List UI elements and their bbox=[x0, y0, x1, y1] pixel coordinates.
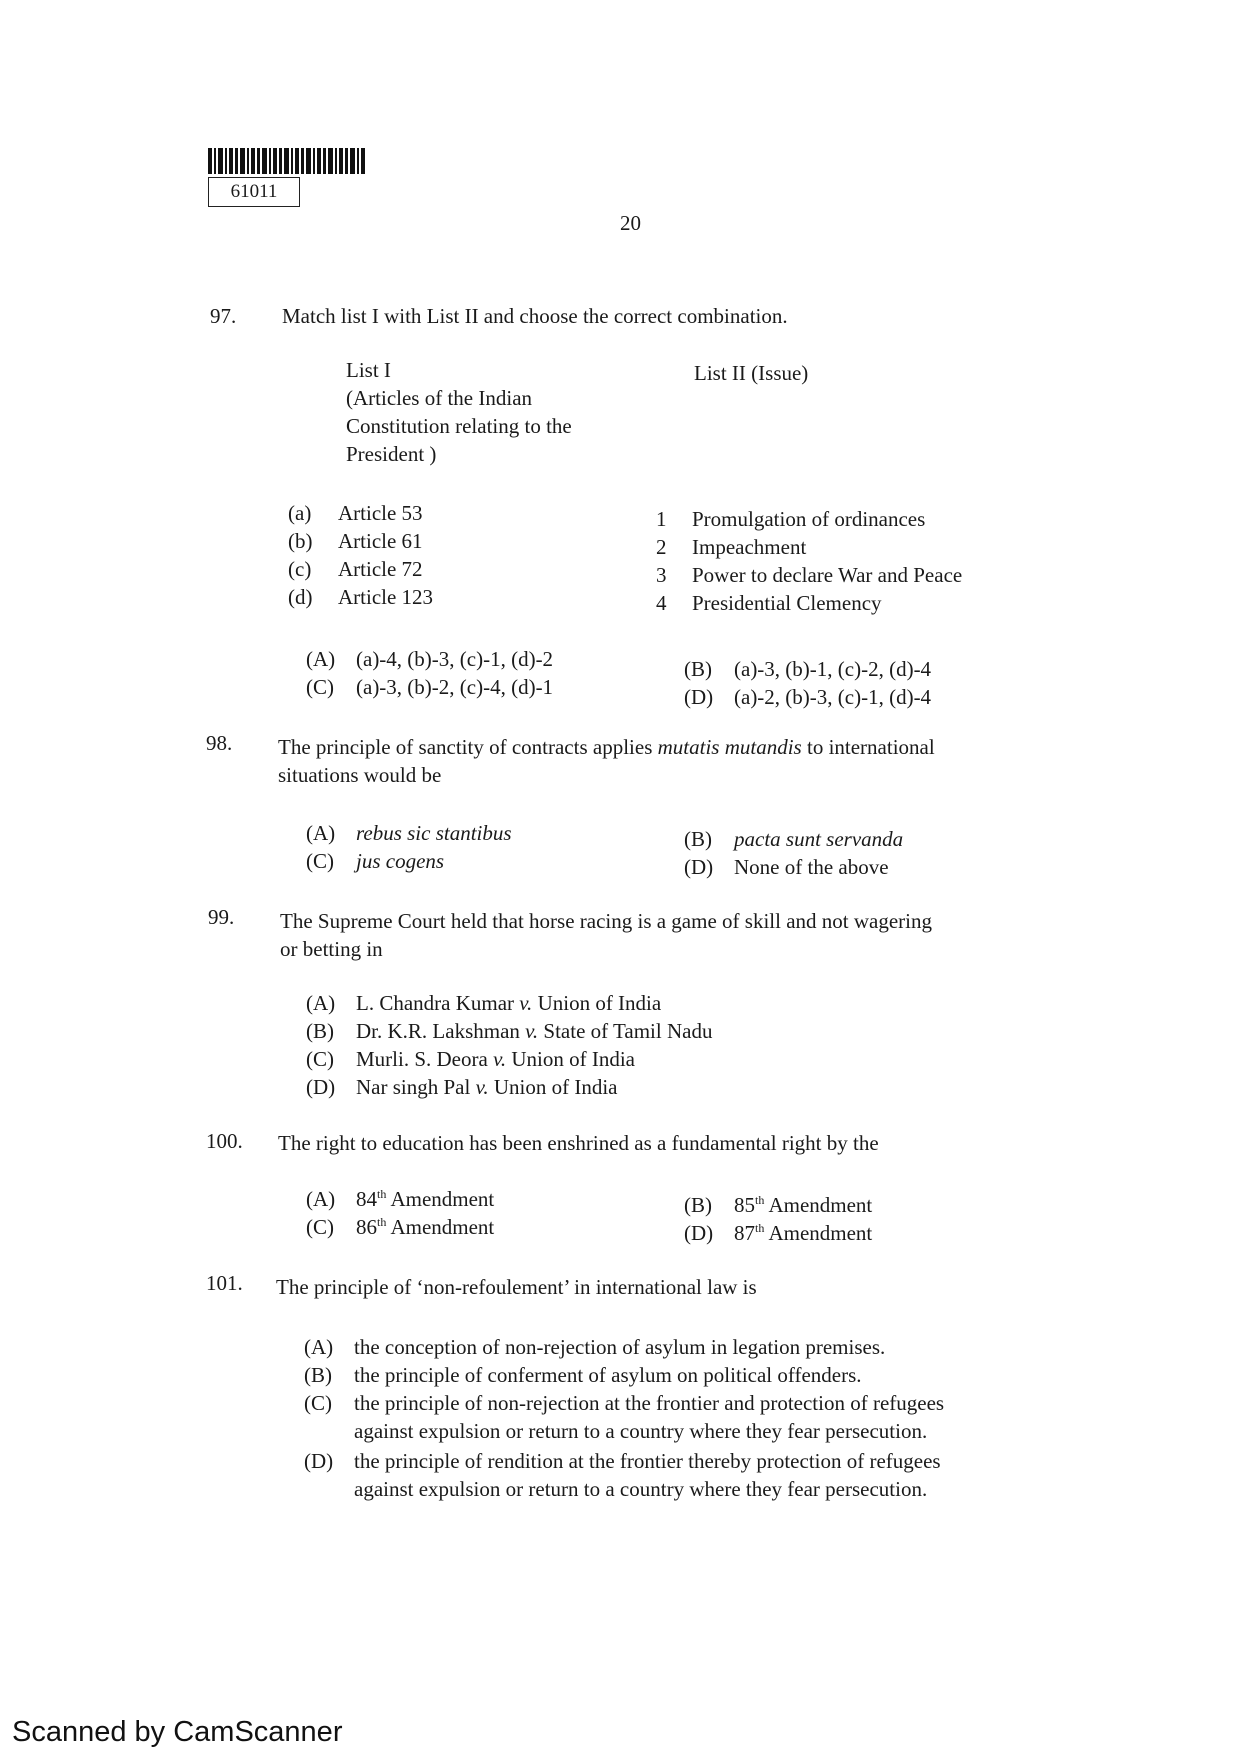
answer-option[interactable] bbox=[684, 684, 931, 710]
answer-option[interactable] bbox=[306, 990, 661, 1016]
option-label: (C) bbox=[304, 1391, 332, 1415]
answer-option[interactable] bbox=[684, 826, 903, 852]
list2-item-label: 4 bbox=[656, 591, 667, 615]
option-label: (D) bbox=[304, 1449, 334, 1473]
amendment-number: 85 bbox=[734, 1193, 755, 1217]
option-label: (A) bbox=[306, 1187, 336, 1211]
list1-item bbox=[288, 556, 423, 582]
answer-option[interactable] bbox=[306, 646, 553, 672]
amendment-word: Amendment bbox=[390, 1215, 495, 1239]
list2-item-label: 3 bbox=[656, 563, 667, 587]
answer-option[interactable] bbox=[684, 854, 889, 880]
option-label: (A) bbox=[306, 821, 336, 845]
list1-item-text: Article 53 bbox=[338, 501, 423, 525]
case-party: Nar singh Pal bbox=[356, 1075, 471, 1099]
option-label: (D) bbox=[684, 685, 714, 709]
scanner-watermark: Scanned by CamScanner bbox=[12, 1716, 343, 1748]
option-label: (A) bbox=[304, 1335, 334, 1359]
list2-item-label: 1 bbox=[656, 507, 667, 531]
option-text: the principle of non-rejection at the frontier and protection of refugees bbox=[354, 1391, 945, 1415]
case-party: Murli. S. Deora bbox=[356, 1047, 488, 1071]
option-text: the conception of non-rejection of asylum in legation premises. bbox=[354, 1335, 886, 1359]
ordinal-suffix: th bbox=[377, 1187, 387, 1201]
option-label: (C) bbox=[306, 1215, 334, 1239]
answer-option[interactable] bbox=[306, 1186, 494, 1212]
versus: v. bbox=[519, 991, 533, 1015]
option-label: (D) bbox=[684, 1221, 714, 1245]
option-text: None of the above bbox=[734, 855, 889, 879]
answer-option[interactable] bbox=[304, 1390, 944, 1416]
list1-item-label: (c) bbox=[288, 557, 312, 581]
option-label: (C) bbox=[306, 849, 334, 873]
question-text-line2: situations would be bbox=[278, 763, 442, 787]
option-label: (D) bbox=[684, 855, 714, 879]
option-text: the principle of conferment of asylum on political offenders. bbox=[354, 1363, 862, 1387]
amendment-number: 86 bbox=[356, 1215, 377, 1239]
answer-option[interactable] bbox=[304, 1334, 885, 1360]
option-text-continuation: against expulsion or return to a country where they fear persecution. bbox=[354, 1419, 928, 1443]
option-text: the principle of rendition at the frontier thereby protection of refugees bbox=[354, 1449, 941, 1473]
question-text-part: The principle of sanctity of contracts applies bbox=[278, 735, 658, 759]
option-label: (A) bbox=[306, 647, 336, 671]
option-label: (B) bbox=[684, 1193, 712, 1217]
list2-item bbox=[656, 534, 806, 560]
list2-item-label: 2 bbox=[656, 535, 667, 559]
list2-heading: List II (Issue) bbox=[694, 361, 809, 385]
question-number: 98. bbox=[206, 731, 233, 755]
ordinal-suffix: th bbox=[755, 1193, 765, 1207]
list2-item bbox=[656, 506, 925, 532]
list2-item bbox=[656, 590, 882, 616]
answer-option[interactable] bbox=[684, 1220, 872, 1246]
answer-option[interactable] bbox=[304, 1362, 862, 1388]
list1-item-text: Article 61 bbox=[338, 529, 423, 553]
question-number: 97. bbox=[210, 304, 237, 328]
question-text: Match list I with List II and choose the correct combination. bbox=[282, 304, 788, 328]
list1-item-label: (d) bbox=[288, 585, 313, 609]
option-text: (a)-3, (b)-2, (c)-4, (d)-1 bbox=[356, 675, 554, 699]
list2-item-text: Promulgation of ordinances bbox=[692, 507, 926, 531]
answer-option[interactable] bbox=[306, 1074, 618, 1100]
question-number: 99. bbox=[208, 905, 235, 929]
question-text: The right to education has been enshrined as a fundamental right by the bbox=[278, 1131, 879, 1155]
list1-item-label: (a) bbox=[288, 501, 312, 525]
question-text-part: to international bbox=[801, 735, 935, 759]
option-text-continuation: against expulsion or return to a country where they fear persecution. bbox=[354, 1477, 928, 1501]
list2-item-text: Power to declare War and Peace bbox=[692, 563, 963, 587]
list1-heading-line: President ) bbox=[346, 442, 437, 466]
answer-option[interactable] bbox=[684, 1192, 872, 1218]
option-text: rebus sic stantibus bbox=[356, 821, 512, 845]
question-text: The principle of ‘non-refoulement’ in international law is bbox=[276, 1275, 757, 1299]
barcode-image bbox=[208, 148, 368, 174]
option-label: (A) bbox=[306, 991, 336, 1015]
case-party: Union of India bbox=[493, 1075, 618, 1099]
amendment-number: 87 bbox=[734, 1221, 755, 1245]
case-party: State of Tamil Nadu bbox=[543, 1019, 713, 1043]
question-number: 101. bbox=[206, 1271, 243, 1295]
answer-option[interactable] bbox=[306, 1214, 494, 1240]
question-text bbox=[278, 734, 935, 760]
paper-code: 61011 bbox=[208, 177, 300, 207]
question-text: The Supreme Court held that horse racing is a game of skill and not wagering bbox=[280, 909, 932, 933]
question-number: 100. bbox=[206, 1129, 243, 1153]
list1-item-label: (b) bbox=[288, 529, 313, 553]
versus: v. bbox=[475, 1075, 489, 1099]
option-label: (B) bbox=[306, 1019, 334, 1043]
amendment-number: 84 bbox=[356, 1187, 377, 1211]
list2-item-text: Impeachment bbox=[692, 535, 807, 559]
answer-option[interactable] bbox=[306, 674, 553, 700]
case-party: Dr. K.R. Lakshman bbox=[356, 1019, 520, 1043]
list2-item bbox=[656, 562, 962, 588]
answer-option[interactable] bbox=[306, 1018, 712, 1044]
case-party: Union of India bbox=[511, 1047, 635, 1071]
versus: v. bbox=[493, 1047, 507, 1071]
list1-item-text: Article 72 bbox=[338, 557, 423, 581]
list1-heading-line: List I bbox=[346, 358, 391, 382]
versus: v. bbox=[525, 1019, 539, 1043]
question-text-line2: or betting in bbox=[280, 937, 383, 961]
case-party: L. Chandra Kumar bbox=[356, 991, 515, 1015]
option-label: (C) bbox=[306, 1047, 334, 1071]
option-label: (D) bbox=[306, 1075, 336, 1099]
list1-item bbox=[288, 584, 433, 610]
option-label: (B) bbox=[304, 1363, 332, 1387]
page-number: 20 bbox=[620, 211, 641, 235]
ordinal-suffix: th bbox=[755, 1221, 765, 1235]
option-text: pacta sunt servanda bbox=[734, 827, 904, 851]
list1-item bbox=[288, 528, 423, 554]
option-label: (B) bbox=[684, 657, 712, 681]
question-text-italic: mutatis mutandis bbox=[657, 735, 802, 759]
list1-heading-line: (Articles of the Indian bbox=[346, 386, 533, 410]
list1-heading-line: Constitution relating to the bbox=[346, 414, 572, 438]
answer-option[interactable] bbox=[684, 656, 931, 682]
list2-item-text: Presidential Clemency bbox=[692, 591, 882, 615]
option-label: (C) bbox=[306, 675, 334, 699]
amendment-word: Amendment bbox=[768, 1221, 873, 1245]
ordinal-suffix: th bbox=[377, 1215, 387, 1229]
option-text: (a)-4, (b)-3, (c)-1, (d)-2 bbox=[356, 647, 554, 671]
amendment-word: Amendment bbox=[390, 1187, 495, 1211]
case-party: Union of India bbox=[537, 991, 662, 1015]
option-text: jus cogens bbox=[356, 849, 445, 873]
amendment-word: Amendment bbox=[768, 1193, 873, 1217]
list1-item-text: Article 123 bbox=[338, 585, 434, 609]
option-text: (a)-2, (b)-3, (c)-1, (d)-4 bbox=[734, 685, 932, 709]
answer-option[interactable] bbox=[304, 1448, 941, 1474]
option-text: (a)-3, (b)-1, (c)-2, (d)-4 bbox=[734, 657, 932, 681]
list1-item bbox=[288, 500, 423, 526]
answer-option[interactable] bbox=[306, 848, 444, 874]
answer-option[interactable] bbox=[306, 820, 512, 846]
answer-option[interactable] bbox=[306, 1046, 635, 1072]
option-label: (B) bbox=[684, 827, 712, 851]
